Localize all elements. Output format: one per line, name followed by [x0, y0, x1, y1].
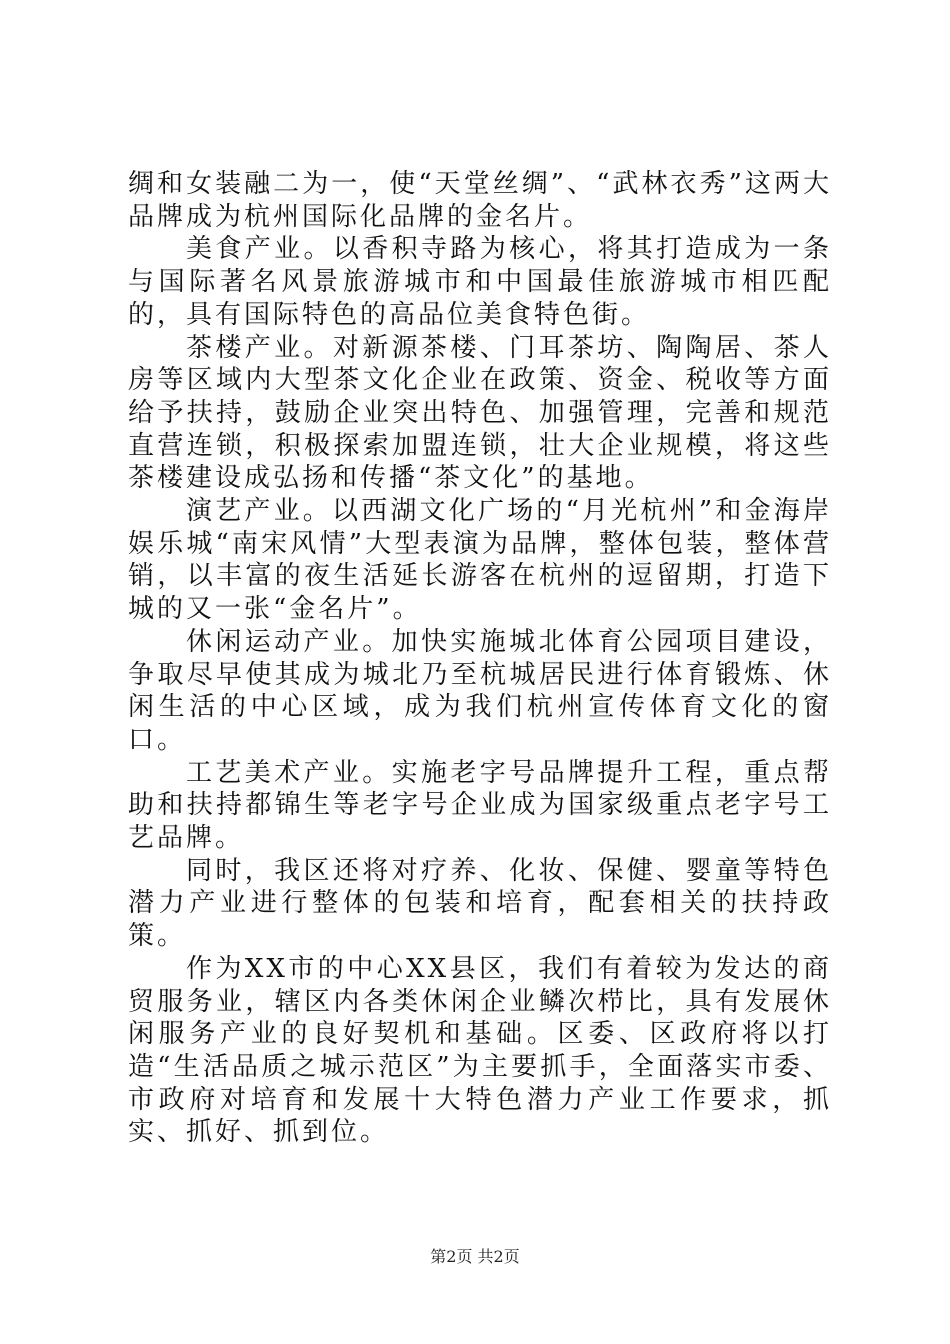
paragraph-continuation: 绸和女装融二为一，使“天堂丝绸”、“武林衣秀”这两大品牌成为杭州国际化品牌的金名片。 [128, 169, 832, 232]
document-body [128, 168, 832, 1149]
paragraph-teahouse-industry: 茶楼产业。对新源茶楼、门耳茶坊、陶陶居、茶人房等区域内大型茶文化企业在政策、资金、税收等方面给予扶持，鼓励企业突出特色、加强管理，完善和规范直营连锁，积极探索加盟连锁，壮大企业规模，将这些茶楼建设成弘扬和传播“茶文化”的基地。 [128, 332, 832, 494]
paragraph-conclusion: 作为XX市的中心XX县区，我们有着较为发达的商贸服务业，辖区内各类休闲企业鳞次栉比，具有发展休闲服务产业的良好契机和基础。区委、区政府将以打造“生活品质之城示范区”为主要抓手，全面落实市委、市政府对培育和发展十大特色潜力产业工作要求，抓实、抓好、抓到位。 [128, 953, 832, 1148]
paragraph-food-industry: 美食产业。以香积寺路为核心，将其打造成为一条与国际著名风景旅游城市和中国最佳旅游城市相匹配的，具有国际特色的高品位美食特色街。 [128, 234, 832, 330]
paragraph-crafts-industry: 工艺美术产业。实施老字号品牌提升工程，重点帮助和扶持都锦生等老字号企业成为国家级重点老字号工艺品牌。 [128, 757, 832, 854]
page-number-footer: 第2页 共2页 [430, 1247, 520, 1266]
paragraph-leisure-sports-industry: 休闲运动产业。加快实施城北体育公园项目建设，争取尽早使其成为城北乃至杭城居民进行体育锻炼、休闲生活的中心区域，成为我们杭州宣传体育文化的窗口。 [128, 626, 832, 755]
paragraph-other-industries: 同时，我区还将对疗养、化妆、保健、婴童等特色潜力产业进行整体的包装和培育，配套相关的扶持政策。 [128, 855, 832, 952]
paragraph-performing-arts-industry: 演艺产业。以西湖文化广场的“月光杭州”和金海岸娱乐城“南宋风情”大型表演为品牌，整体包装，整体营销，以丰富的夜生活延长游客在杭州的逗留期，打造下城的又一张“金名片”。 [128, 496, 832, 625]
